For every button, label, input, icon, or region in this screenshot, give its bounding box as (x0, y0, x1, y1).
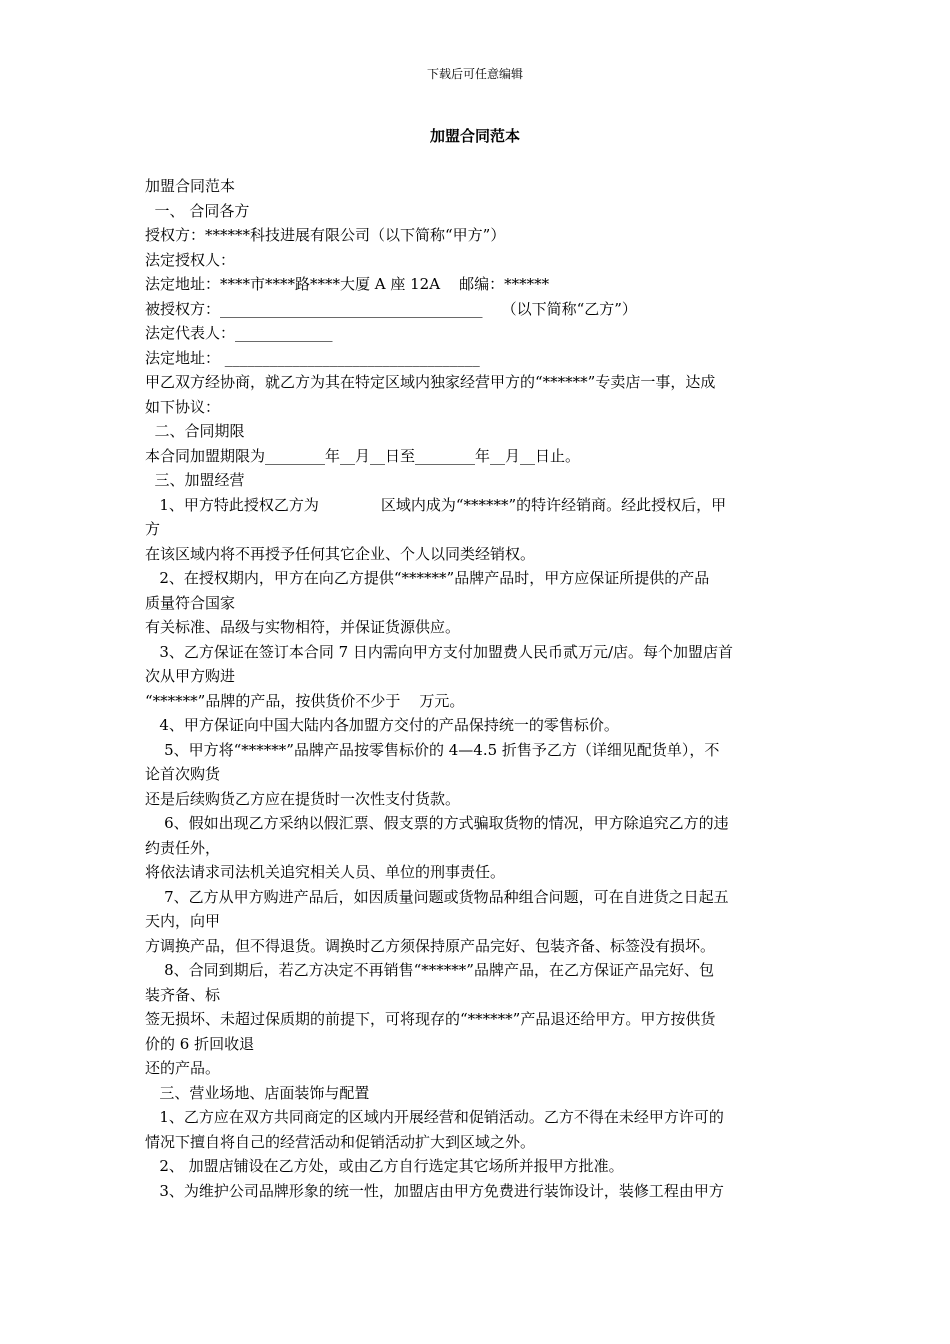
text-line: 次从甲方购进 (145, 667, 236, 685)
text-line: 有关标准、品级与实物相符，并保证货源供应。 (145, 618, 461, 636)
text-line: 装齐备、标 (145, 985, 221, 1004)
text-line: 天内，向甲 (145, 912, 221, 930)
text-line: 加盟合同范本 (145, 177, 236, 195)
text-line: 签无损坏、未超过保质期的前提下，可将现存的“******”产品退还给甲方。甲方按供货 (145, 1010, 716, 1028)
text-line: 论首次购货 (145, 765, 221, 783)
text-line: 如下协议： (145, 397, 221, 416)
text-line: 法定代表人：_____________ (145, 324, 333, 342)
text-line: 1、甲方特此授权乙方为 区域内成为“******”的特许经销商。经此授权后，甲 (145, 495, 727, 514)
text-line: 2、在授权期内，甲方在向乙方提供“******”品牌产品时，甲方应保证所提供的产品 (145, 569, 710, 587)
text-line: 三、加盟经营 (145, 471, 245, 489)
text-line: 7、乙方从甲方购进产品后，如因质量问题或货物品种组合问题，可在自进货之日起五 (145, 887, 729, 906)
text-line: 在该区域内将不再授予任何其它企业、个人以同类经销权。 (145, 544, 536, 563)
document-title: 加盟合同范本 (429, 127, 520, 145)
text-line: 三、营业场地、店面装饰与配置 (145, 1083, 370, 1102)
text-line: 法定授权人： (145, 250, 236, 269)
text-line: 价的 6 折回收退 (145, 1034, 255, 1053)
text-line: 2、 加盟店铺设在乙方处，或由乙方自行选定其它场所并报甲方批准。 (145, 1157, 624, 1175)
text-line: 二、合同期限 (145, 422, 245, 440)
text-line: 1、乙方应在双方共同商定的区域内开展经营和促销活动。乙方不得在未经甲方许可的 (145, 1108, 724, 1126)
text-line: 4、甲方保证向中国大陆内各加盟方交付的产品保持统一的零售标价。 (145, 716, 619, 734)
text-line: 甲乙双方经协商，就乙方为其在特定区域内独家经营甲方的“******”专卖店一事，达成 (145, 373, 716, 391)
text-line: 本合同加盟期限为________年__月__日至________年__月__日止。 (145, 446, 581, 465)
document-body (145, 174, 810, 1203)
text-line: 方 (145, 520, 161, 538)
text-line: 情况下擅自将自己的经营活动和促销活动扩大到区域之外。 (145, 1132, 536, 1151)
header-note: 下载后可任意编辑 (426, 67, 523, 81)
text-line: 还的产品。 (145, 1059, 221, 1077)
text-line: 3、乙方保证在签订本合同 7 日内需向甲方支付加盟费人民币贰万元/店。每个加盟店首 (145, 642, 733, 661)
text-line: 授权方：******科技进展有限公司（以下简称“甲方”） (145, 226, 506, 244)
text-line: 3、为维护公司品牌形象的统一性，加盟店由甲方免费进行装饰设计，装修工程由甲方 (145, 1181, 724, 1200)
text-line: 6、假如出现乙方采纳以假汇票、假支票的方式骗取货物的情况，甲方除追究乙方的违 (145, 814, 729, 832)
text-line: 法定地址： __________________________________ (145, 348, 480, 367)
text-line: 8、合同到期后，若乙方决定不再销售“******”品牌产品，在乙方保证产品完好、包 (145, 961, 714, 979)
text-line: 将依法请求司法机关追究相关人员、单位的刑事责任。 (145, 863, 506, 881)
text-line: 还是后续购货乙方应在提货时一次性支付货款。 (145, 789, 461, 808)
text-line: 被授权方：___________________________________ （以下简称“乙方”） (145, 299, 637, 318)
text-line: 方调换产品，但不得退货。调换时乙方须保持原产品完好、包装齐备、标签没有损坏。 (145, 936, 716, 955)
text-line: 约责任外， (145, 838, 221, 857)
text-line: 法定地址：****市****路****大厦 A 座 12A 邮编：****** (145, 275, 550, 293)
text-line: “******”品牌的产品，按供货价不少于 万元。 (145, 691, 465, 710)
text-line: 5、甲方将“******”品牌产品按零售标价的 4—4.5 折售予乙方（详细见配货单），不 (145, 740, 720, 759)
text-line: 一、 合同各方 (145, 201, 250, 220)
text-line: 质量符合国家 (145, 593, 236, 612)
